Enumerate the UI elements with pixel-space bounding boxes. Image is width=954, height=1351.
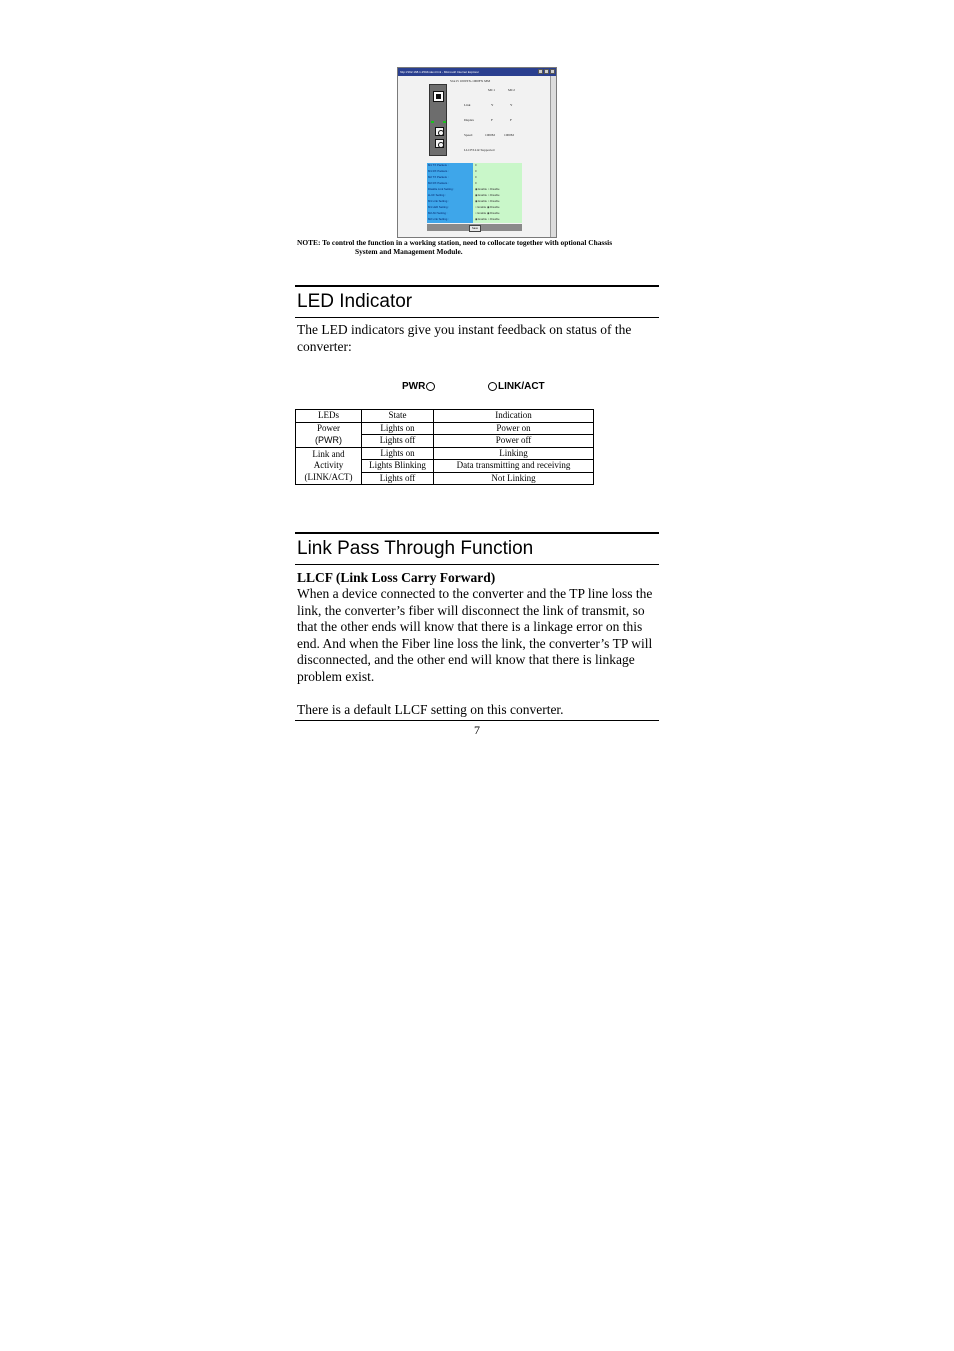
setting-key: Disable Link Setting : — [427, 187, 473, 193]
setting-value: 0 — [473, 169, 522, 175]
page-number: 7 — [474, 723, 480, 737]
setting-key: M1 LED Setting : — [427, 205, 473, 211]
led-abbr-text: (PWR) — [315, 434, 342, 445]
setting-key: M2 TX Packets : — [427, 175, 473, 181]
table-header: LEDs — [296, 410, 362, 423]
state-cell: Lights off — [362, 472, 434, 485]
settings-row — [427, 163, 522, 169]
state-cell: Lights off — [362, 435, 434, 448]
window-title: http://192.168.1.250/index.html - Microsoft Internet Explorer — [400, 70, 480, 74]
status-label: Speed — [464, 133, 473, 137]
llcf-body-paragraph: When a device connected to the converter and the TP line loss the link, the converter’s fiber will disconnect the link of transmit, so that the other ends will know that there is a linkage error on this end. And when the Fiber line loss the link, the converter’s TP will disconnected, and the other end will know that there is linkage problem exist. — [297, 586, 653, 684]
note-line-1: NOTE: To control the function in a working station, need to collocate together with optional Chassis — [297, 238, 613, 247]
setting-radio-group[interactable]: ◉ Enable ○ Disable — [473, 187, 522, 193]
setting-key: M1 TX Packets : — [427, 163, 473, 169]
close-icon[interactable] — [550, 69, 555, 74]
port-header-2: MC2 — [508, 88, 515, 92]
converter-panel-image — [429, 84, 447, 156]
pwr-text: PWR — [402, 381, 426, 392]
maximize-icon[interactable] — [544, 69, 549, 74]
settings-row — [427, 217, 522, 223]
led-section-heading: LED Indicator — [297, 291, 413, 312]
link-act-text: LINK/ACT — [498, 381, 545, 392]
status-value: F — [491, 118, 493, 122]
status-value: Y — [491, 103, 494, 107]
table-header-row — [296, 410, 594, 423]
settings-row — [427, 187, 522, 193]
settings-grid — [427, 163, 522, 223]
indication-cell: Power on — [434, 422, 594, 435]
link-led-label — [488, 381, 545, 392]
management-ui-screenshot — [397, 67, 557, 238]
note-line-2: System and Management Module. — [355, 247, 463, 256]
save-button[interactable]: Save — [469, 225, 481, 232]
settings-row — [427, 169, 522, 175]
led-green-icon — [431, 121, 434, 123]
rj45-port-icon — [433, 91, 444, 102]
setting-radio-group[interactable]: ◉ Enable ○ Disable — [473, 217, 522, 223]
state-cell: Lights Blinking — [362, 460, 434, 473]
status-value: Y — [510, 103, 513, 107]
status-value: F — [510, 118, 512, 122]
led-name-text: Link and — [312, 448, 345, 459]
port-header-1: MC1 — [488, 88, 495, 92]
led-name-cell — [296, 447, 362, 485]
settings-row — [427, 199, 522, 205]
section-rule-top — [295, 532, 659, 534]
led-circle-icon — [426, 382, 435, 391]
setting-radio-group[interactable]: ◉ Enable ○ Disable — [473, 193, 522, 199]
llcf-subheading: LLCF (Link Loss Carry Forward) — [297, 570, 496, 585]
settings-row — [427, 181, 522, 187]
setting-radio-group[interactable]: ○ Enable ◉ Disable — [473, 205, 522, 211]
settings-row — [427, 211, 522, 217]
state-cell: Lights on — [362, 422, 434, 435]
led-name-text: Activity — [313, 460, 344, 470]
setting-key: M2 AN Setting : — [427, 211, 473, 217]
settings-footer — [427, 224, 522, 231]
indication-cell: Data transmitting and receiving — [434, 460, 594, 473]
table-header: State — [362, 410, 434, 423]
setting-value: 0 — [473, 163, 522, 169]
led-circle-icon — [488, 382, 497, 391]
section-rule-bottom — [295, 317, 659, 318]
fiber-port-icon — [435, 127, 444, 136]
window-titlebar — [398, 68, 556, 76]
led-green-icon — [443, 121, 446, 123]
status-label: Link — [464, 103, 471, 107]
indication-cell: Not Linking — [434, 472, 594, 485]
indication-cell: Power off — [434, 435, 594, 448]
window-controls — [538, 69, 555, 74]
llcf-support-line: LLCF/LLR Supported — [464, 148, 495, 152]
indication-cell: Linking — [434, 447, 594, 460]
table-row — [296, 422, 594, 435]
led-name-cell — [296, 422, 362, 447]
setting-key: M1 Link Setting : — [427, 199, 473, 205]
note-text — [297, 238, 657, 256]
table-header: Indication — [434, 410, 594, 423]
status-value: 1000M — [485, 133, 495, 137]
llcf-default-note: There is a default LLCF setting on this converter. — [297, 702, 564, 717]
vertical-scrollbar[interactable] — [550, 76, 556, 237]
settings-row — [427, 193, 522, 199]
led-table — [295, 409, 594, 485]
setting-value: 0 — [473, 181, 522, 187]
setting-key: M1 RX Packets : — [427, 169, 473, 175]
status-label: Duplex — [464, 118, 474, 122]
led-name-text: Power — [317, 423, 340, 433]
minimize-icon[interactable] — [538, 69, 543, 74]
status-value: 1000M — [504, 133, 514, 137]
table-row — [296, 447, 594, 460]
setting-key: LLCF Setting : — [427, 193, 473, 199]
pwr-led-label — [402, 381, 435, 392]
setting-key: M2 RX Packets : — [427, 181, 473, 187]
led-abbr-text: (LINK/ACT) — [304, 471, 353, 482]
fiber-port-icon — [435, 139, 444, 148]
setting-radio-group[interactable]: ◉ Enable ○ Disable — [473, 199, 522, 205]
led-intro-paragraph: The LED indicators give you instant feedback on status of the converter: — [297, 322, 632, 354]
section-rule-top — [295, 285, 659, 287]
llcf-section-heading: Link Pass Through Function — [297, 538, 534, 559]
page-bottom-rule — [295, 720, 659, 721]
settings-row — [427, 205, 522, 211]
state-cell: Lights on — [362, 447, 434, 460]
setting-key: M2 Link Setting : — [427, 217, 473, 223]
section-rule-bottom — [295, 564, 659, 565]
slot-line: Slot15 1000TX-1000FX MM — [450, 79, 491, 83]
settings-row — [427, 175, 522, 181]
setting-radio-group[interactable]: ○ Enable ◉ Disable — [473, 211, 522, 217]
setting-value: 0 — [473, 175, 522, 181]
